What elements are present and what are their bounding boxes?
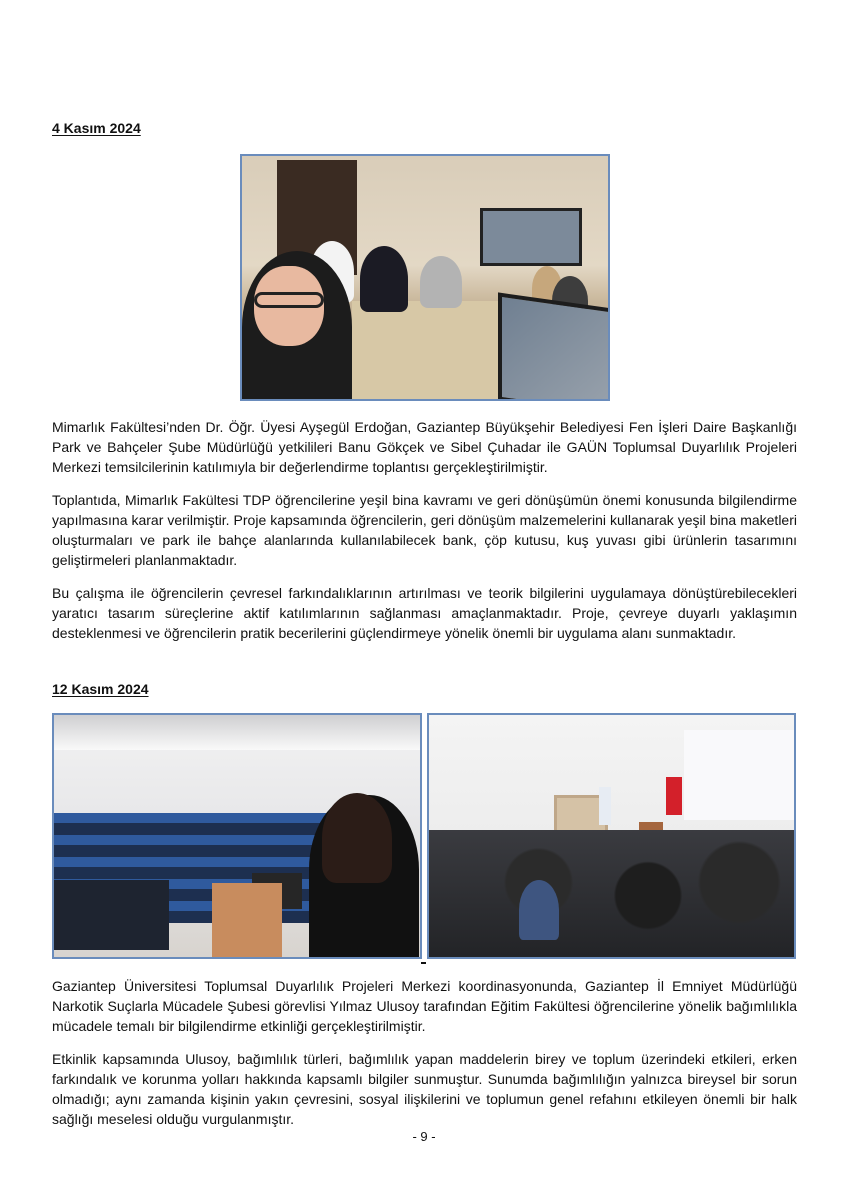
stray-mark xyxy=(421,962,426,964)
photo-ceiling xyxy=(54,715,420,750)
paragraph: Bu çalışma ile öğrencilerin çevresel farkındalıklarının artırılması ve teorik bilgilerini uygulamaya dönüştürebilecekleri yaratıcı tasarım süreçlerine aktif katılımlarının sağlanması amaçlanmaktadır. Proje, çevreye duyarlı yaklaşımın desteklenmesi ve öğrencilerin pratik becerilerini güçlendirmeye yönelik önemli bir uygulama alanı sunmaktadır. xyxy=(52,585,797,641)
section-date-heading: 12 Kasım 2024 xyxy=(52,681,149,697)
photo-person xyxy=(519,880,559,940)
photo-podium xyxy=(212,883,282,959)
photo-front-seats xyxy=(54,880,169,950)
lecture-photo-speaker xyxy=(52,713,422,959)
section-date-heading: 4 Kasım 2024 xyxy=(52,120,141,136)
photo-banner xyxy=(599,787,611,825)
photo-flag xyxy=(666,777,682,815)
photo-audience xyxy=(429,830,794,959)
photo-projection-screen xyxy=(684,730,796,820)
paragraph: Mimarlık Fakültesi’nden Dr. Öğr. Üyesi Ayşegül Erdoğan, Gaziantep Büyükşehir Belediyesi Fen İşleri Daire Başkanlığı Park ve Bahçeler Şube Müdürlüğü yetkilileri Banu Gökçek ve Sibel Çuhadar ile GAÜN Toplumsal Duyarlılık Projeleri Merkezi temsilcilerinin katılımıyla bir değerlendirme toplantısı gerçekleştirilmiştir. xyxy=(52,419,797,475)
lecture-photo-audience xyxy=(427,713,796,959)
paragraph: Gaziantep Üniversitesi Toplumsal Duyarlılık Projeleri Merkezi koordinasyonunda, Gaziantep İl Emniyet Müdürlüğü Narkotik Suçlarla Mücadele Şubesi görevlisi Yılmaz Ulusoy tarafından Eğitim Fakültesi öğrencilerine yönelik bağımlılıkla mücadele temalı bir bilgilendirme etkinliği gerçekleştirilmiştir. xyxy=(52,978,797,1034)
paragraph: Toplantıda, Mimarlık Fakültesi TDP öğrencilerine yeşil bina kavramı ve geri dönüşümün önemi konusunda bilgilendirme yapılmasına karar verilmiştir. Proje kapsamında öğrencilerin, geri dönüşüm malzemelerini kullanarak yeşil bina maketleri oluşturmaları ve park ile bahçe alanlarında kullanılabilecek bank, çöp kutusu, kuş yuvası gibi ürünlerin tasarımını geliştirmeleri planlanmaktadır. xyxy=(52,492,797,568)
photo-wall-tv xyxy=(480,208,582,266)
page-number: - 9 - xyxy=(412,1129,436,1144)
photo-speaker-hair xyxy=(322,793,392,883)
photo-glasses xyxy=(254,292,324,308)
photo-person xyxy=(360,246,408,312)
meeting-photo xyxy=(240,154,610,401)
photo-person xyxy=(420,256,462,308)
photo-monitor xyxy=(498,292,610,401)
paragraph: Etkinlik kapsamında Ulusoy, bağımlılık türleri, bağımlılık yapan maddelerin birey ve toplum üzerindeki etkileri, erken farkındalık ve korunma yolları hakkında kapsamlı bilgiler sunmuştur. Sunumda bağımlılığın yalnızca bireysel bir sorun olmadığı; aynı zamanda kişinin yakın çevresini, sosyal ilişkilerini ve toplumun genel refahını etkileyen önemli bir halk sağlığı meselesi olduğu vurgulanmıştır. xyxy=(52,1051,797,1127)
photo-table xyxy=(352,301,512,401)
